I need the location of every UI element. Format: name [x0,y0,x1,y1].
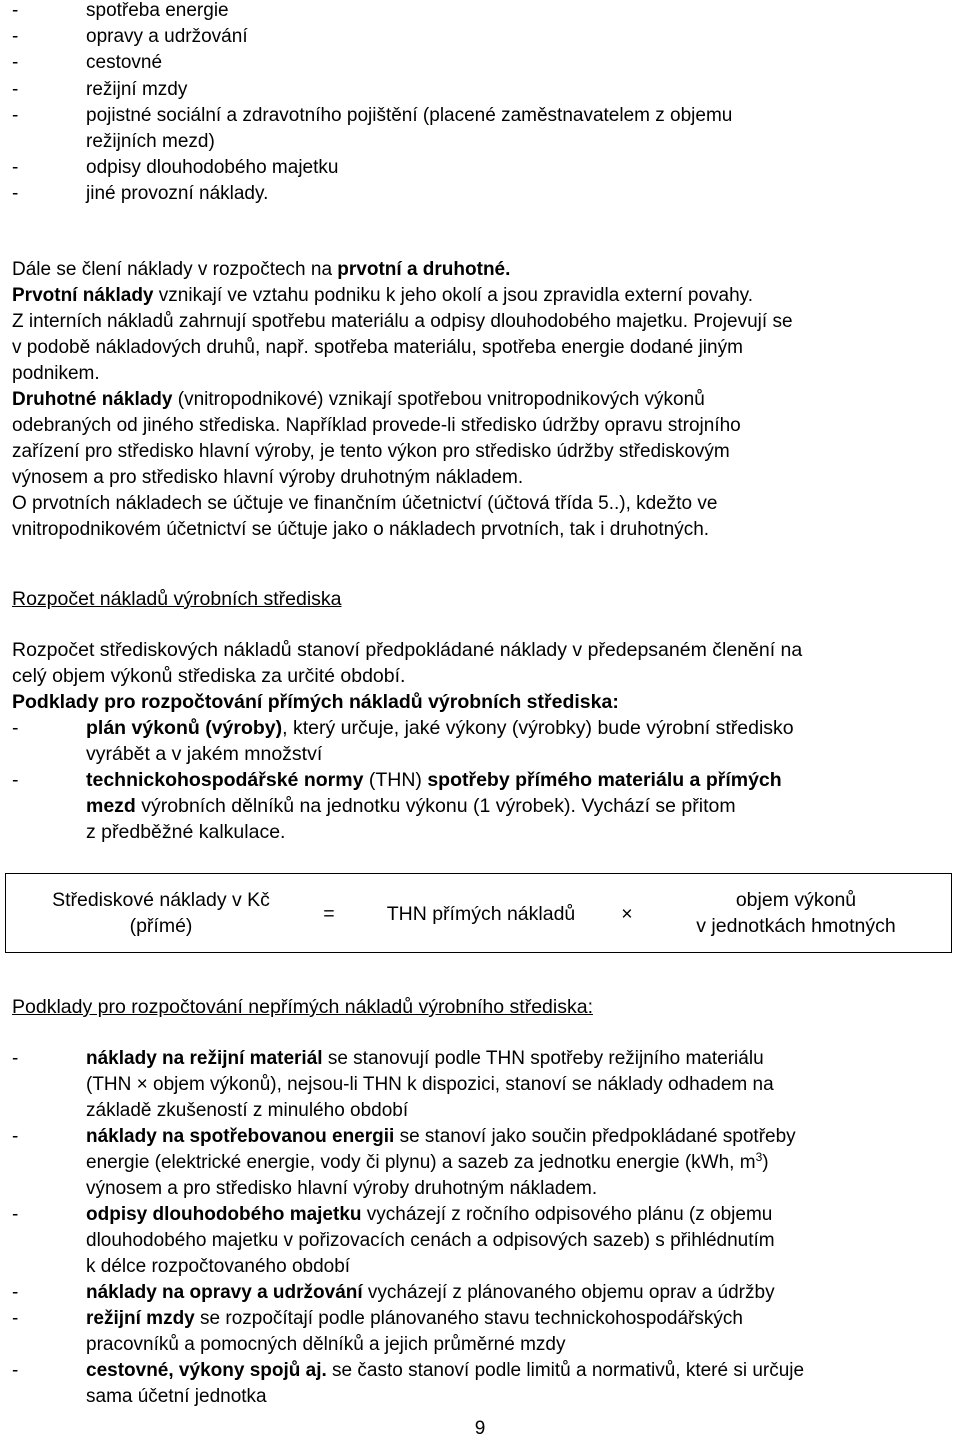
list-item: - technickohospodářské normy (THN) spotřeby přímého materiálu a přímých mezd výrobních dělníků na jednotku výkonu (1 výrobek). Vychází se přitom z předběžné kalkulace. [12,769,782,843]
list-item: - plán výkonů (výroby), který určuje, jaké výkony (výrobky) bude výrobní středisko vyrábět a v jakém množství [12,717,794,765]
indirect-cost-basis-list [12,1046,952,1410]
cost-items-list [12,0,942,208]
list-item: - odpisy dlouhodobého majetku vycházejí z ročního odpisového plánu (z objemu dlouhodobého majetku v pořizovacích cenách a odpisových sazeb) s přihlédnutím k délce rozpočtovaného období [12,1204,775,1277]
direct-cost-basis-list [12,715,952,845]
list-item: - pojistné sociální a zdravotního pojištění (placené zaměstnavatelem z objemu režijních mezd) [12,104,733,153]
list-item: - náklady na opravy a udržování vycházejí z plánovaného objemu oprav a údržby [12,1282,775,1303]
list-item: - náklady na režijní materiál se stanovují podle THN spotřeby režijního materiálu (THN × objem výkonů), nejsou-li THN k dispozici, stanoví se náklady odhadem na základě zkušeností z minulého období [12,1048,774,1121]
section-heading: Podklady pro rozpočtování nepřímých nákladů výrobního střediska: [12,996,593,1018]
list-item: - režijní mzdy [12,78,188,100]
list-item: - jiné provozní náklady. [12,183,269,205]
equals-sign: = [323,903,335,925]
formula-middle-term: THN přímých nákladů [386,903,576,925]
page-number: 9 [474,1418,486,1439]
formula-right-term: objem výkonů v jednotkách hmotných [696,889,896,937]
cost-classification-paragraph: Dále se člení náklady v rozpočtech na prvotní a druhotné. Prvotní náklady vznikají ve vztahu podniku k jeho okolí a jsou zpravidla externí povahy. Z interních nákladů zahrnují spotřebu materiálu a odpisy dlouhodobého majetku. Projevují se v podobě nákladových druhů, např. spotřeba materiálu, spotřeba energie dodané jiným podnikem. Druhotné náklady (vnitropodnikové) vznikají spotřebou vnitropodnikových výkonů odebraných od jiného střediska. Například provede-li středisko údržby opravu strojního zařízení pro středisko hlavní výroby, je tento výkon pro středisko údržby střediskovým výnosem a pro středisko hlavní výroby druhotným nákladem. O prvotních nákladech se účtuje ve finančním účetnictví (účtová třída 5..), kdežto ve vnitropodnikovém účetnictví se účtuje jako o nákladech prvotních, tak i druhotných. [12,259,793,540]
section-heading: Rozpočet nákladů výrobních střediska [12,588,342,610]
list-item: - cestovné [12,52,163,74]
list-item: - spotřeba energie [12,0,229,21]
list-item: - náklady na spotřebovanou energii se stanoví jako součin předpokládané spotřeby energie (elektrické energie, vody či plynu) a sazeb za jednotku energie (kWh, $m^3$) výnosem a pro středisko hlavní výroby druhotným nákladem. [12,1126,796,1199]
list-item: - odpisy dlouhodobého majetku [12,157,339,179]
direct-cost-formula-box [5,873,952,953]
list-item: - cestovné, výkony spojů aj. se často stanoví podle limitů a normativů, které si určuje sama účetní jednotka [12,1360,805,1407]
budget-paragraph: Rozpočet střediskových nákladů stanoví předpokládané náklady v předepsaném členění na celý objem výkonů střediska za určité období. Podklady pro rozpočtování přímých nákladů výrobních střediska: [12,639,803,713]
formula-left-term: Střediskové náklady v Kč (přímé) [52,889,270,937]
multiply-sign: × [621,903,633,925]
list-item: - režijní mzdy se rozpočítají podle plánovaného stavu technickohospodářských pracovníků a pomocných dělníků a jejich průměrné mzdy [12,1308,743,1355]
list-item: - opravy a udržování [12,26,248,48]
